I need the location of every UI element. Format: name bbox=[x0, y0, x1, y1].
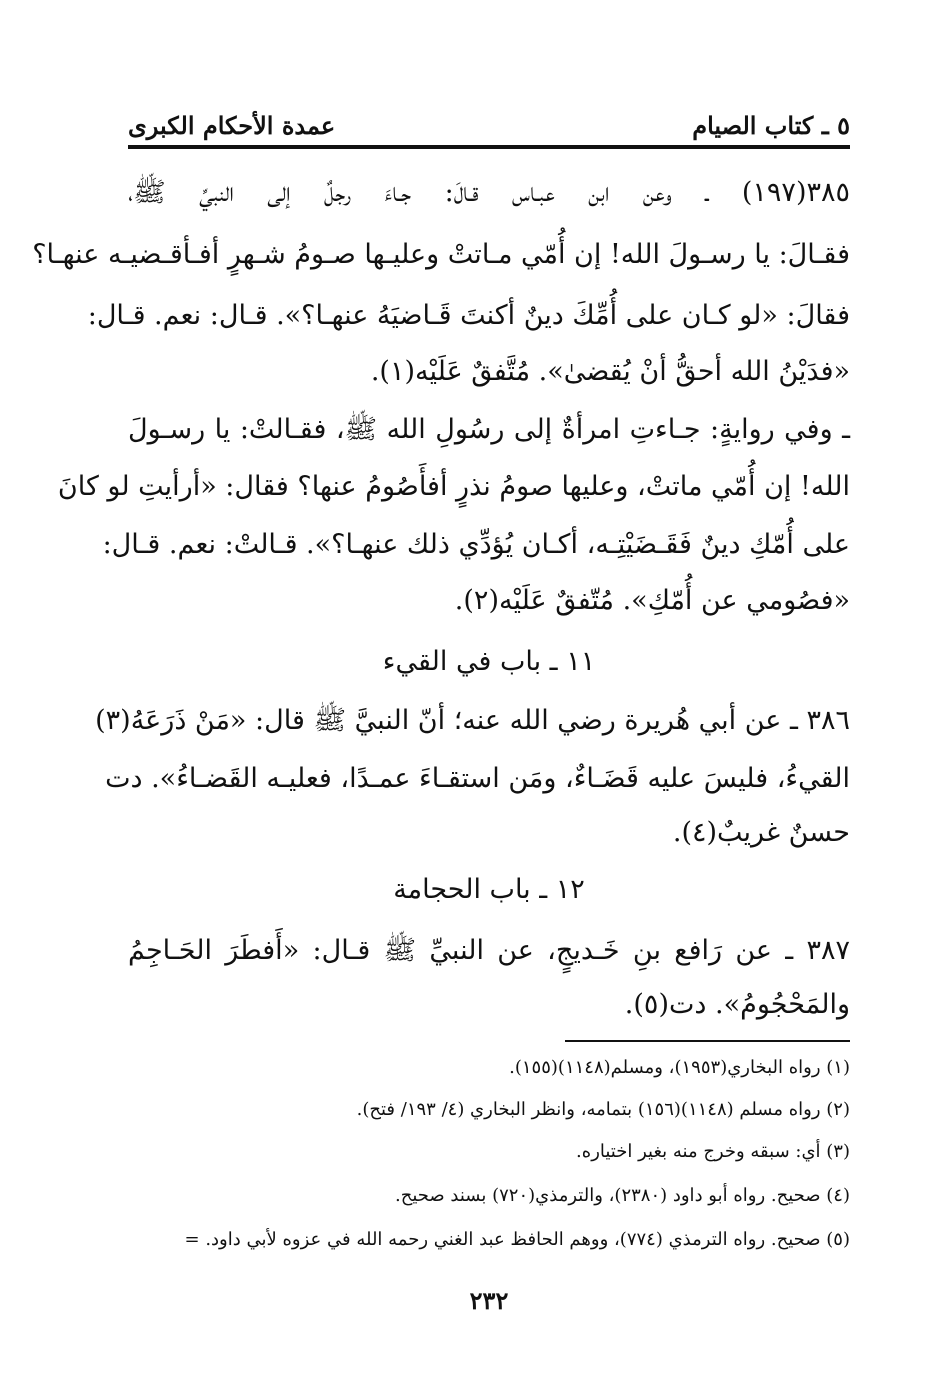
text-line: فقـالَ: يا رسـولَ الله! إن أُمّي مـاتتْ وعليـها صـومُ شـهرٍ أفـأقـضيـه عنهـا؟ bbox=[32, 239, 850, 270]
text-line: ـ وفي روايةٍ: جـاءتِ امرأةٌ إلى رسُولِ الله ﷺ، فقـالتْ: يا رسـولَ bbox=[128, 414, 850, 445]
footnote: (١) رواه البخاري(١٩٥٣)، ومسلم(١١٤٨)(١٥٥). bbox=[509, 1057, 850, 1078]
footnote: (٥) صحيح. رواه الترمذي (٧٧٤)، ووهم الحافظ عبد الغني رحمه الله في عزوه لأبي داود. = bbox=[184, 1229, 850, 1250]
header-divider bbox=[128, 145, 850, 149]
chapter-title: ٥ ـ كتاب الصيام bbox=[692, 110, 850, 140]
text-line: القيءُ، فليسَ عليه قَضَـاءٌ، ومَن استقـاءَ عمـدًا، فعليـه القَضـاءُ». دت bbox=[105, 763, 850, 794]
text-line: الله! إن أُمّي ماتتْ، وعليها صومُ نذرٍ أفأَصُومُ عنها؟ فقال: «أرأيتِ لو كانَ bbox=[57, 471, 850, 502]
text-line: «فدَيْنُ الله أحقُّ أنْ يُقضىٰ». مُتَّفقٌ عَلَيْه(١). bbox=[370, 356, 850, 387]
section-heading: ١٢ ـ باب الحجامة bbox=[393, 874, 585, 905]
footnote: (٤) صحيح. رواه أبو داود (٢٣٨٠)، والترمذي(٧٢٠) بسند صحيح. bbox=[395, 1185, 850, 1206]
footnote-divider bbox=[565, 1040, 850, 1042]
text-line: والمَحْجُومُ». دت(٥). bbox=[624, 989, 850, 1020]
text-line: ٣٨٥(١٩٧) ـ وعن ابن عبـاس قـالَ: جـاءَ رجلٌ إلى النبيِّ ﷺ، bbox=[128, 177, 850, 208]
text-line: ٣٨٦ ـ عن أبي هُريرة رضي الله عنه؛ أنّ النبيَّ ﷺ قال: «مَنْ ذَرَعَهُ(٣) bbox=[95, 705, 850, 736]
book-title: عمدة الأحكام الكبرى bbox=[128, 110, 336, 140]
page-number: ٢٣٢ bbox=[469, 1286, 509, 1315]
text-line: على أُمّكِ دينٌ فَقَـضَيْتِـه، أكـان يُؤدِّي ذلك عنهـا؟». قـالتْ: نعم. قـال: bbox=[102, 529, 850, 560]
section-heading: ١١ ـ باب في القيء bbox=[382, 646, 596, 677]
text-line: فقالَ: «لو كـان على أُمِّكَ دينٌ أكنتَ قَـاضيَهُ عنهـا؟». قـال: نعم. قـال: bbox=[87, 300, 850, 331]
footnote: (٣) أي: سبقه وخرج منه بغير اختياره. bbox=[576, 1141, 850, 1162]
running-header bbox=[128, 104, 850, 146]
text-line: «فصُومي عن أُمّكِ». مُتّفقٌ عَلَيْه(٢). bbox=[454, 585, 850, 616]
text-line: ٣٨٧ ـ عن رَافع بنِ خَـديجٍ، عن النبيِّ ﷺ قـال: «أَفطَرَ الحَـاجِمُ bbox=[128, 935, 850, 966]
footnote: (٢) رواه مسلم (١١٤٨)(١٥٦) بتمامه، وانظر البخاري (٤/ ١٩٣/ فتح). bbox=[356, 1099, 850, 1120]
text-line: حسنٌ غريبٌ(٤). bbox=[672, 817, 850, 848]
